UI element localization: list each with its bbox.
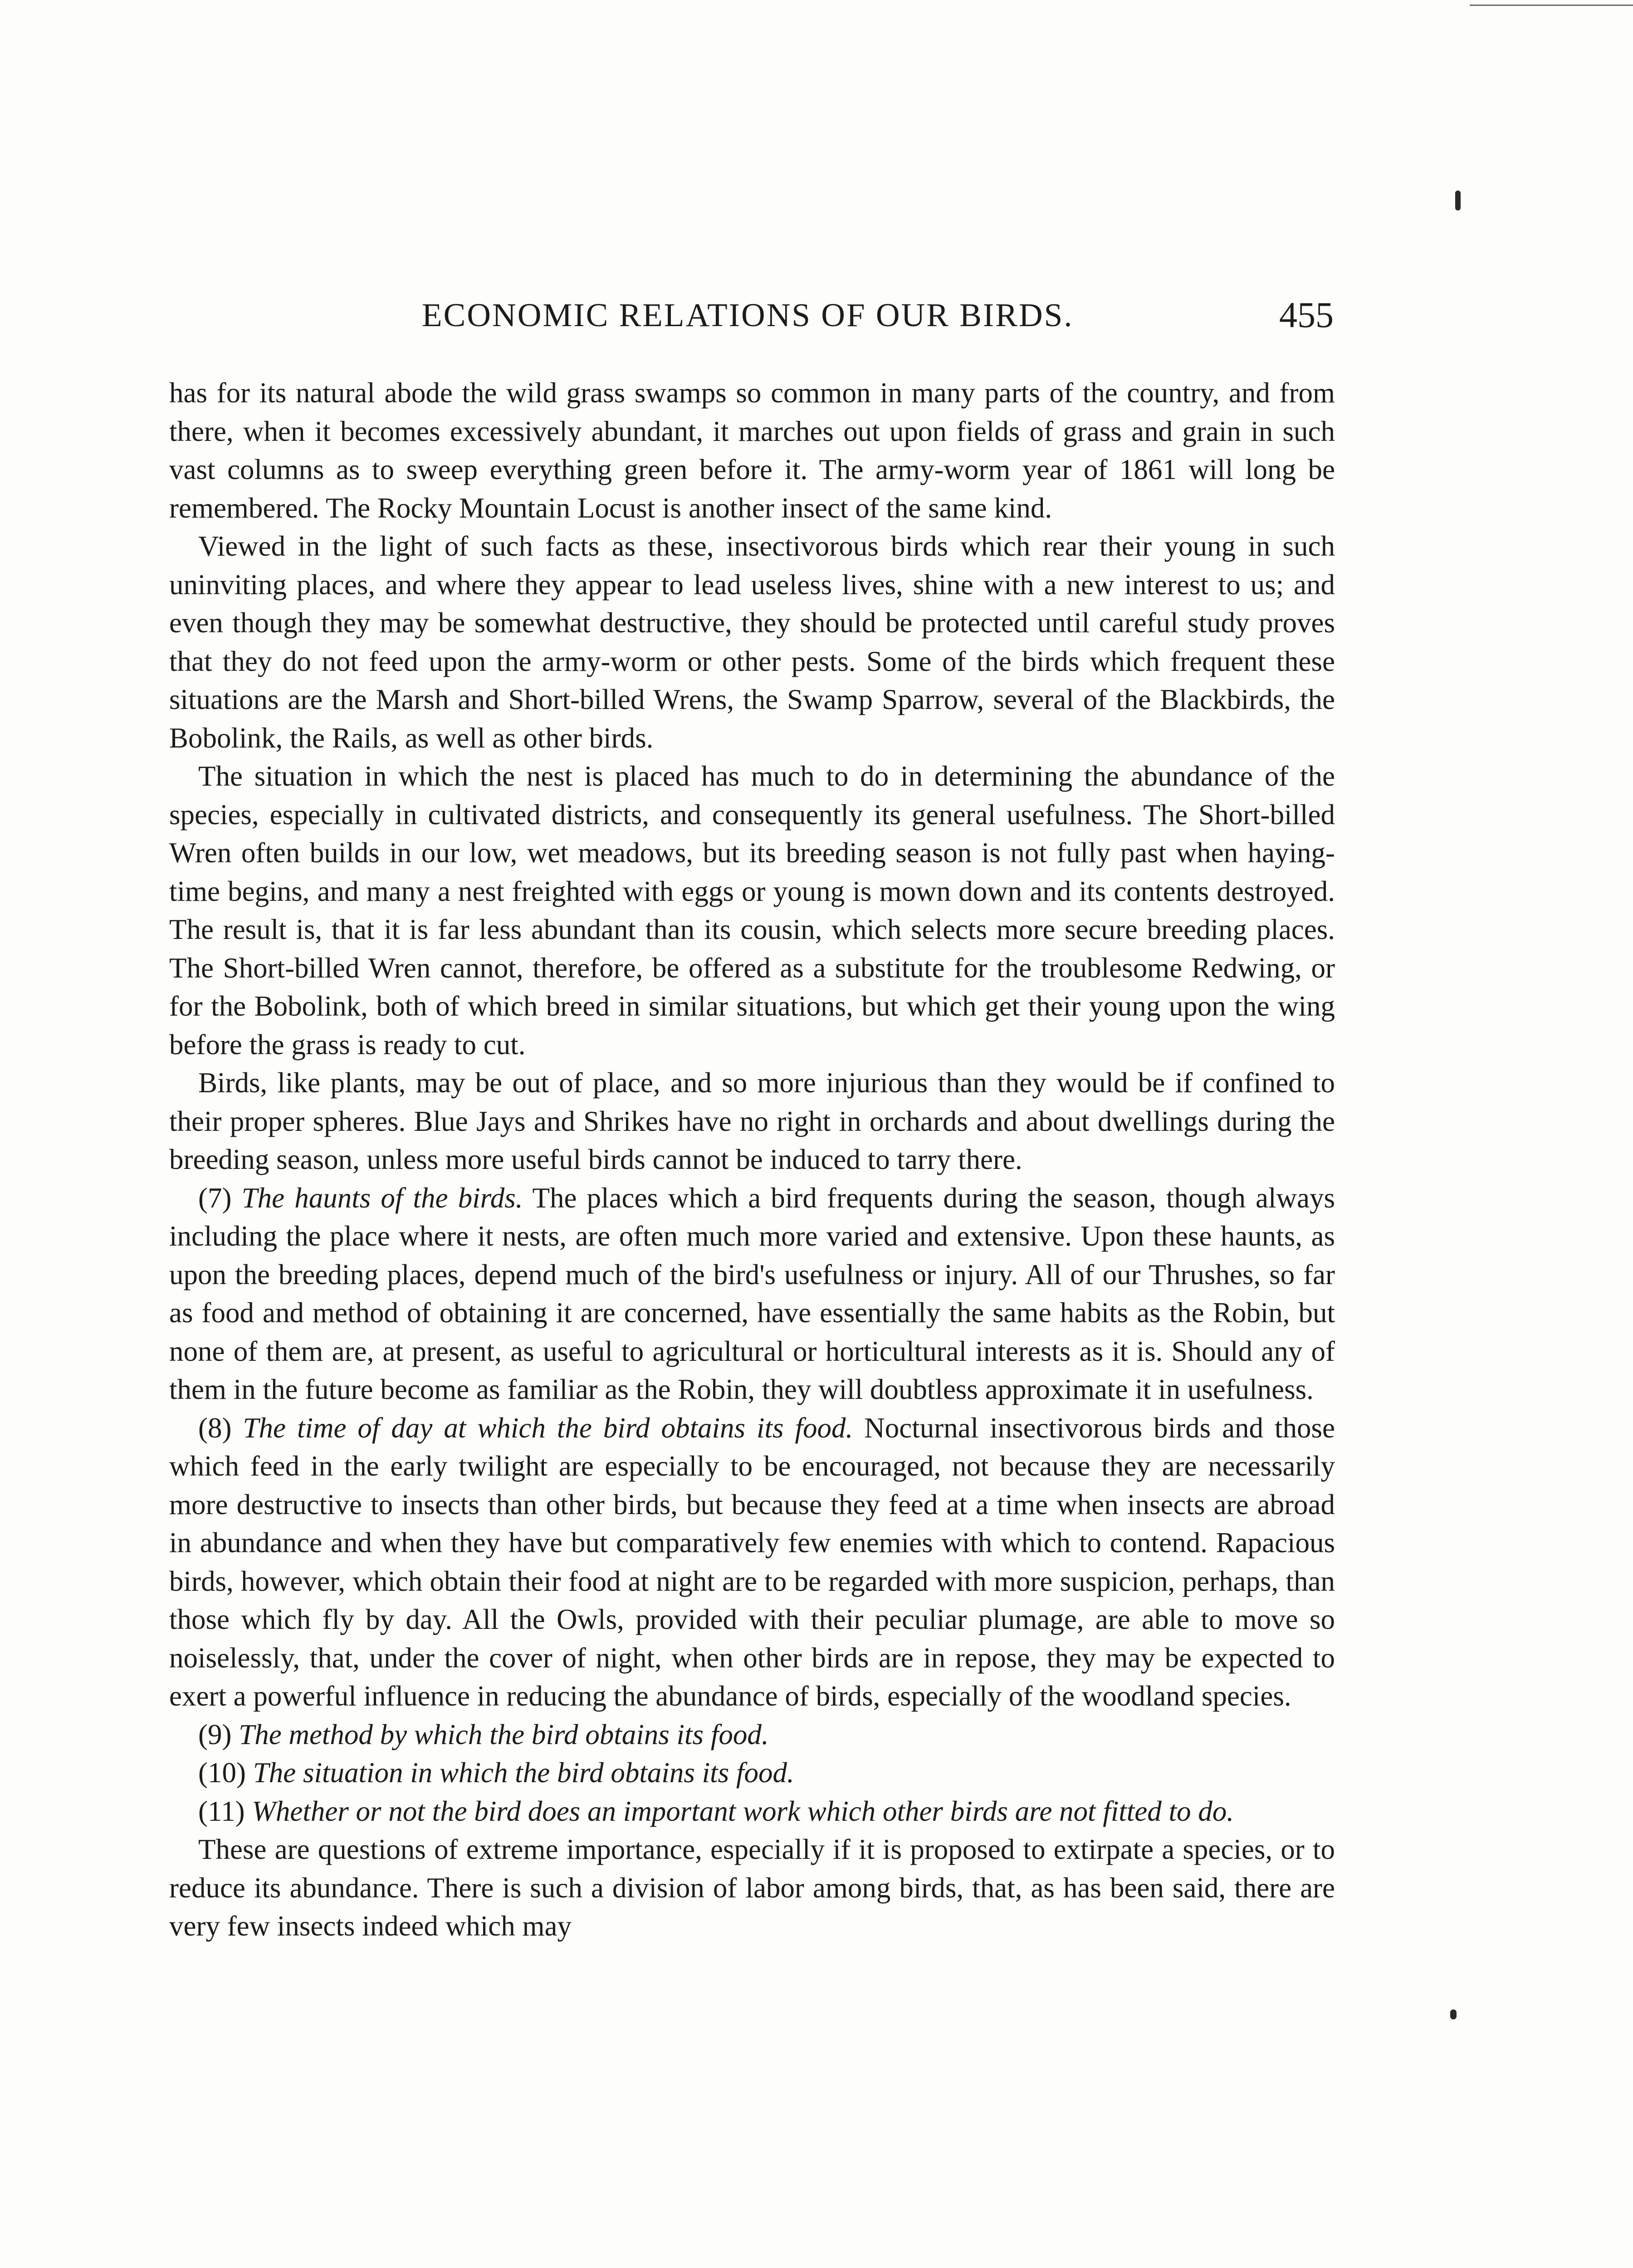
paragraph-text: has for its natural abode the wild grass swamps so common in many parts of the country, and from there, when it becomes excessively abundant, it marches out upon fields of grass and grain in such vast columns as to sweep everything green before it. The army-worm year of 1861 will long be remembered. The Rocky Mountain Locust is another insect of the same kind. xyxy=(169,377,1335,524)
paragraph xyxy=(169,1830,1335,1945)
numbered-paragraph xyxy=(169,1754,1335,1792)
ink-speck-mark xyxy=(1455,191,1461,210)
paragraph-text: These are questions of extreme importance, especially if it is proposed to extirpate a species, or to reduce its abundance. There is such a division of labor among birds, that, as has been said, there are very few insects indeed which may xyxy=(169,1833,1335,1942)
page-header xyxy=(422,290,1334,340)
item-heading: Whether or not the bird does an important work which other birds are not fitted to do. xyxy=(252,1795,1234,1827)
paragraph-text: Nocturnal insectivorous birds and those which feed in the early twilight are especially to be encouraged, not because they are necessarily more destructive to insects than other birds, but because they feed at a time when insects are abroad in abundance and when they have but comparatively few enemies with which to contend. Rapacious birds, however, which obtain their food at night are to be regarded with more suspicion, perhaps, than those which fly by day. All the Owls, provided with their peculiar plumage, are able to move so noiselessly, that, under the cover of night, when other birds are in repose, they may be expected to exert a powerful influence in reducing the abundance of birds, especially of the woodland species. xyxy=(169,1412,1335,1712)
numbered-paragraph xyxy=(169,1792,1335,1831)
item-heading: The method by which the bird obtains its food. xyxy=(239,1718,769,1750)
running-title: ECONOMIC RELATIONS OF OUR BIRDS. xyxy=(422,297,1074,333)
numbered-paragraph xyxy=(169,1716,1335,1754)
numbered-paragraph xyxy=(169,1409,1335,1716)
paragraph-text: Viewed in the light of such facts as these, insectivorous birds which rear their young in such uninviting places, and where they appear to lead useless lives, shine with a new interest to us; and even though they may be somewhat destructive, they should be protected until careful study proves that they do not feed upon the army-worm or other pests. Some of the birds which frequent these situations are the Marsh and Short-billed Wrens, the Swamp Sparrow, several of the Blackbirds, the Bobolink, the Rails, as well as other birds. xyxy=(169,530,1335,754)
ink-speck-mark xyxy=(1450,2009,1457,2019)
paragraph-text: Birds, like plants, may be out of place, and so more injurious than they would be if confined to their proper spheres. Blue Jays and Shrikes have no right in orchards and about dwellings during the breeding season, unless more useful birds cannot be induced to tarry there. xyxy=(169,1067,1335,1175)
paragraph xyxy=(169,527,1335,757)
item-heading: The time of day at which the bird obtains its food. xyxy=(243,1412,853,1444)
paragraph-text: The places which a bird frequents during the season, though always including the place where it nests, are often much more varied and extensive. Upon these haunts, as upon the breeding places, depend much of the bird's usefulness or injury. All of our Thrushes, so far as food and method of obtaining it are concerned, have essentially the same habits as the Robin, but none of them are, at present, as useful to agricultural or horticultural interests as it is. Should any of them in the future become as familiar as the Robin, they will doubtless approximate it in usefulness. xyxy=(169,1182,1335,1405)
item-number: (10) xyxy=(198,1757,246,1789)
top-edge-rule xyxy=(1470,5,1633,6)
item-heading: The situation in which the bird obtains its food. xyxy=(253,1757,794,1789)
page-number: 455 xyxy=(1279,295,1334,335)
body-text xyxy=(169,374,1335,1945)
item-number: (7) xyxy=(198,1182,232,1214)
numbered-paragraph xyxy=(169,1179,1335,1409)
paragraph xyxy=(169,374,1335,527)
item-heading: The haunts of the birds. xyxy=(241,1182,523,1214)
paragraph xyxy=(169,1064,1335,1179)
item-number: (11) xyxy=(198,1795,245,1827)
paragraph-text: The situation in which the nest is placed has much to do in determining the abundance of the species, especially in cultivated districts, and consequently its general usefulness. The Short-billed Wren often builds in our low, wet meadows, but its breeding season is not fully past when haying-time begins, and many a nest freighted with eggs or young is mown down and its contents destroyed. The result is, that it is far less abundant than its cousin, which selects more secure breeding places. The Short-billed Wren cannot, therefore, be offered as a substitute for the troublesome Redwing, or for the Bobolink, both of which breed in similar situations, but which get their young upon the wing before the grass is ready to cut. xyxy=(169,760,1335,1061)
item-number: (9) xyxy=(198,1718,232,1750)
item-number: (8) xyxy=(198,1412,232,1444)
paragraph xyxy=(169,757,1335,1064)
